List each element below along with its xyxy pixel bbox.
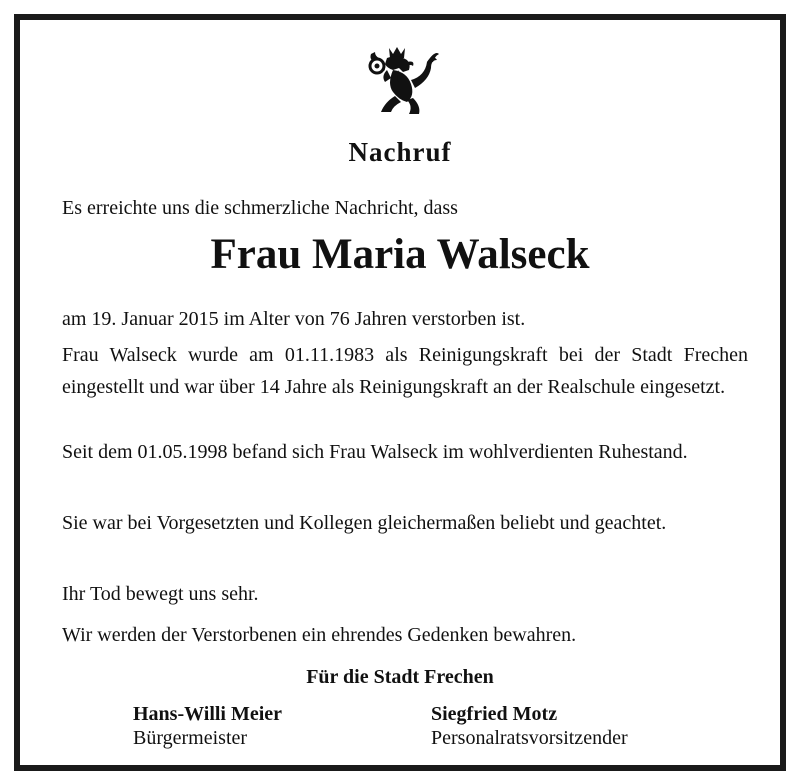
paragraph-employment: Frau Walseck wurde am 01.11.1983 als Reinigungskraft bei der Stadt Frechen eingestellt und war über 14 Jahre als Reinigungskraft an der Realschule eingesetzt. — [62, 344, 748, 398]
signature-right-name: Siegfried Motz — [431, 703, 558, 725]
signature-left — [133, 702, 282, 750]
signature-heading: Für die Stadt Frechen — [306, 666, 494, 688]
rampant-lion-crest-icon — [363, 40, 443, 120]
signature-left-name: Hans-Willi Meier — [133, 703, 283, 725]
paragraph-retirement: Seit dem 01.05.1998 befand sich Frau Walseck im wohlverdienten Ruhestand. — [62, 441, 688, 463]
signature-right-role: Personalratsvorsitzender — [431, 727, 628, 749]
signature-left-role: Bürgermeister — [133, 727, 248, 749]
paragraph-grief: Ihr Tod bewegt uns sehr. — [62, 583, 259, 605]
paragraph-memory: Wir werden der Verstorbenen ein ehrendes Gedenken bewahren. — [62, 624, 577, 646]
death-line: am 19. Januar 2015 im Alter von 76 Jahren verstorben ist. — [62, 308, 526, 330]
paragraph-colleagues: Sie war bei Vorgesetzten und Kollegen gleichermaßen beliebt und geachtet. — [62, 512, 667, 534]
obituary-frame — [14, 14, 786, 771]
intro-text: Es erreichte uns die schmerzliche Nachricht, dass — [62, 197, 458, 219]
signature-right — [431, 702, 628, 750]
deceased-name: Frau Maria Walseck — [210, 231, 590, 278]
heading: Nachruf — [348, 137, 452, 167]
